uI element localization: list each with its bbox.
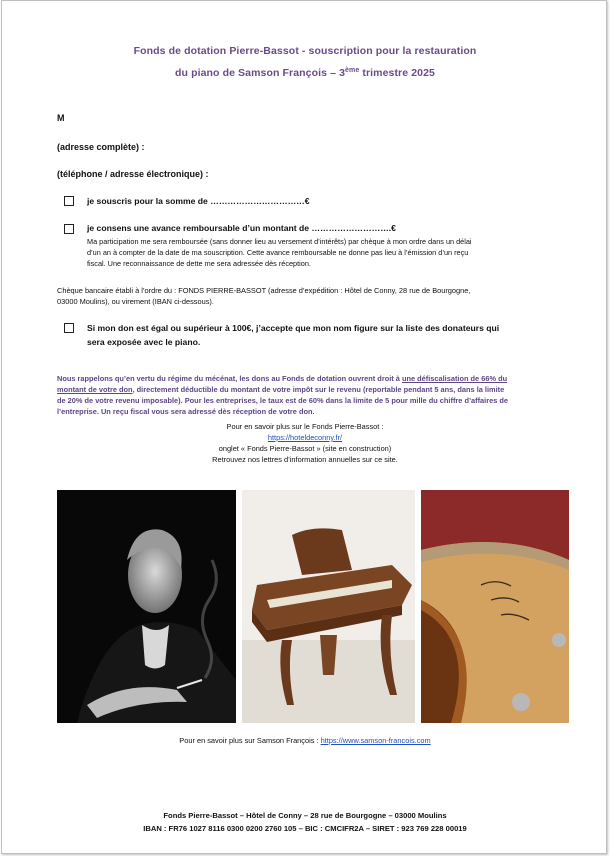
tax-note [57,373,557,417]
info-line1: Pour en savoir plus sur le Fonds Pierre-Bassot : [226,422,384,431]
tax-note-line1 [57,373,557,384]
document-title-line2 [0,67,610,79]
name-label: M [57,113,65,123]
payment-info [57,285,470,307]
tax-note-highlight: une défiscalisation de 66% du [401,374,508,383]
donor-consent-line2: sera exposée avec le piano. [87,337,201,347]
tax-note-highlight-2: montant de votre don [57,385,133,394]
tax-note-text-2: , directement déductible du montant de votre impôt sur le revenu (reportable pendant 5 ans, dans la limite [132,385,505,394]
subscribe-option [87,196,310,206]
loan-checkbox[interactable] [64,224,74,234]
donor-consent-checkbox[interactable] [64,323,74,333]
tax-note-line2 [57,384,557,395]
loan-option-title [87,223,396,233]
info-line3: onglet « Fonds Pierre-Bassot » (site en construction) [218,444,392,453]
piano-photo [242,490,415,723]
contact-label: (téléphone / adresse électronique) : [57,169,209,179]
loan-detail-line2: d’un an à compter de la date de ma souscription. Cette avance remboursable ne donne pas lieu à l’émission d’un reçu [87,248,469,257]
fonds-website-link[interactable]: https://hoteldeconny.fr/ [267,433,343,442]
tax-note-line3: de 20% de votre revenu imposable). Pour les entreprises, le taux est de 60% dans la limite de 5 pour mille du chiffre d’affaires de [57,396,508,405]
donor-consent-option [87,321,499,349]
title-text-end: trimestre 2025 [359,67,435,79]
piano-illustration [242,490,415,723]
loan-detail-line3: fiscal. Une reconnaissance de dette me sera adressée dès réception. [87,259,311,268]
loan-label: je consens une avance remboursable d’un montant de ……………………….€ [87,223,396,233]
address-label: (adresse complète) : [57,142,145,152]
subscribe-checkbox[interactable] [64,196,74,206]
subscribe-label: je souscris pour la somme de ……………………………€ [87,196,310,206]
loan-detail [87,236,472,269]
samson-info [0,735,610,746]
payment-line1: Chèque bancaire établi à l’ordre du : FONDS PIERRE-BASSOT (adresse d’expédition : Hôtel de Conny, 28 rue de Bourgogne, [57,286,471,295]
loan-detail-line1: Ma participation me sera remboursée (sans donner lieu au versement d’intérêts) par chèque à mon ordre dans un délai [87,237,472,246]
info-line4: Retrouvez nos lettres d’information annuelles sur ce site. [212,455,398,464]
footer-address: Fonds Pierre-Bassot – Hôtel de Conny – 28 rue de Bourgogne – 03000 Moulins [163,811,447,820]
tax-note-line4: l’entreprise. Un reçu fiscal vous sera adressé dès réception de votre don. [57,407,315,416]
portrait-photo [57,490,236,723]
info-block [0,421,610,465]
samson-website-link[interactable]: https://www.samson-francois.com [320,736,431,745]
title-text: du piano de Samson François – 3 [175,67,346,79]
inscription-illustration [421,490,569,723]
payment-line2: 03000 Moulins), ou virement (IBAN ci-dessous). [57,297,214,306]
footer-bank-details: IBAN : FR76 1027 8116 0300 0200 2760 105 – BIC : CMCIFR2A – SIRET : 923 769 228 00019 [143,824,467,833]
portrait-illustration [57,490,236,723]
inscription-photo [421,490,569,723]
title-superscript: ème [345,67,360,74]
donor-consent-line1: Si mon don est égal ou supérieur à 100€, j’accepte que mon nom figure sur la liste des donateurs qui [87,323,500,333]
samson-info-text: Pour en savoir plus sur Samson François : [179,736,321,745]
document-title-line1: Fonds de dotation Pierre-Bassot - souscription pour la restauration [133,45,477,57]
tax-note-text: Nous rappelons qu’en vertu du régime du mécénat, les dons au Fonds de dotation ouvrent droit à [57,374,402,383]
